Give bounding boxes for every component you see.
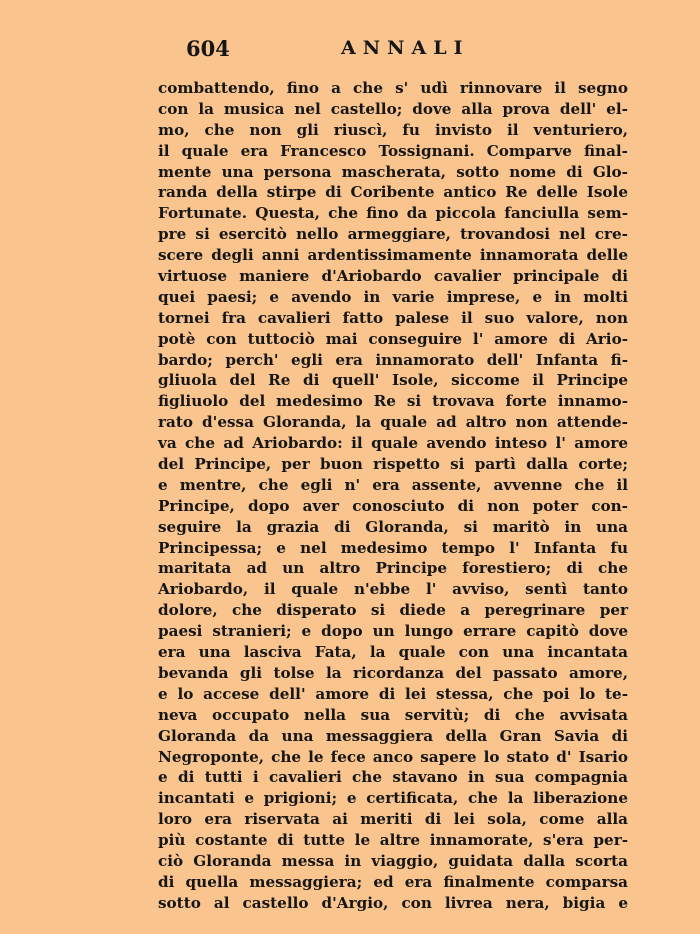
- text-line: Fortunate. Questa, che fino da piccola fanciulla sem-: [158, 204, 628, 223]
- page-header: [186, 36, 470, 66]
- text-line: mente una persona mascherata, sotto nome di Glo-: [158, 162, 628, 181]
- text-line: Gloranda da una messaggiera della Gran Savia di: [158, 726, 628, 745]
- text-line: neva occupato nella sua servitù; di che avvisata: [158, 705, 628, 724]
- text-line: Negroponte, che le fece anco sapere lo stato d' Isario: [158, 747, 628, 766]
- text-line: dolore, che disperato si diede a peregrinare per: [158, 601, 628, 620]
- text-line: quei paesi; e avendo in varie imprese, e in molti: [158, 287, 628, 306]
- text-line: va che ad Ariobardo: il quale avendo inteso l' amore: [158, 434, 628, 453]
- text-line: sotto al castello d'Argio, con livrea nera, bigia e: [158, 893, 628, 912]
- running-title: ANNALI: [341, 37, 470, 59]
- text-line: era una lasciva Fata, la quale con una incantata: [158, 643, 628, 662]
- text-line: potè con tuttociò mai conseguire l' amore di Ario-: [158, 329, 628, 348]
- text-line: rato d'essa Gloranda, la quale ad altro non attende-: [158, 413, 628, 432]
- text-line: e di tutti i cavalieri che stavano in sua compagnia: [158, 768, 628, 787]
- text-line: Ariobardo, il quale n'ebbe l' avviso, sentì tanto: [158, 580, 628, 599]
- text-line: gliuola del Re di quell' Isole, siccome il Principe: [158, 371, 628, 390]
- text-line: randa della stirpe di Coribente antico Re delle Isole: [158, 183, 628, 202]
- text-line: del Principe, per buon rispetto si partì dalla corte;: [158, 455, 628, 474]
- text-line: e mentre, che egli n' era assente, avvenne che il: [158, 475, 628, 494]
- text-line: maritata ad un altro Principe forestiero; di che: [158, 559, 628, 578]
- text-line: seguire la grazia di Gloranda, si maritò in una: [158, 517, 628, 536]
- body-text: [158, 78, 628, 914]
- text-line: di quella messaggiera; ed era finalmente comparsa: [158, 872, 628, 891]
- text-line: scere degli anni ardentissimamente innamorata delle: [158, 246, 628, 265]
- text-line: con la musica nel castello; dove alla prova dell' el-: [158, 99, 628, 118]
- page-number: 604: [186, 36, 230, 61]
- text-line: incantati e prigioni; e certificata, che la liberazione: [158, 789, 628, 808]
- text-line: paesi stranieri; e dopo un lungo errare capitò dove: [158, 622, 628, 641]
- text-line: ciò Gloranda messa in viaggio, guidata dalla scorta: [158, 851, 628, 870]
- text-line: il quale era Francesco Tossignani. Comparve final-: [158, 141, 628, 160]
- text-line: figliuolo del medesimo Re si trovava forte innamo-: [158, 392, 628, 411]
- text-line: mo, che non gli riuscì, fu invisto il venturiero,: [158, 120, 628, 139]
- text-line: loro era riservata ai meriti di lei sola, come alla: [158, 810, 628, 829]
- text-line: bevanda gli tolse la ricordanza del passato amore,: [158, 663, 628, 682]
- text-line: bardo; perch' egli era innamorato dell' Infanta fi-: [158, 350, 628, 369]
- text-line: tornei fra cavalieri fatto palese il suo valore, non: [158, 308, 628, 327]
- text-line: virtuose maniere d'Ariobardo cavalier principale di: [158, 267, 628, 286]
- text-line: e lo accese dell' amore di lei stessa, che poi lo te-: [158, 684, 628, 703]
- text-line: combattendo, fino a che s' udì rinnovare il segno: [158, 79, 628, 97]
- text-line: più costante di tutte le altre innamorate, s'era per-: [158, 831, 628, 850]
- text-line: Principessa; e nel medesimo tempo l' Infanta fu: [158, 538, 628, 557]
- text-line: Principe, dopo aver conosciuto di non poter con-: [158, 496, 628, 515]
- text-line: pre si esercitò nello armeggiare, trovandosi nel cre-: [158, 225, 628, 244]
